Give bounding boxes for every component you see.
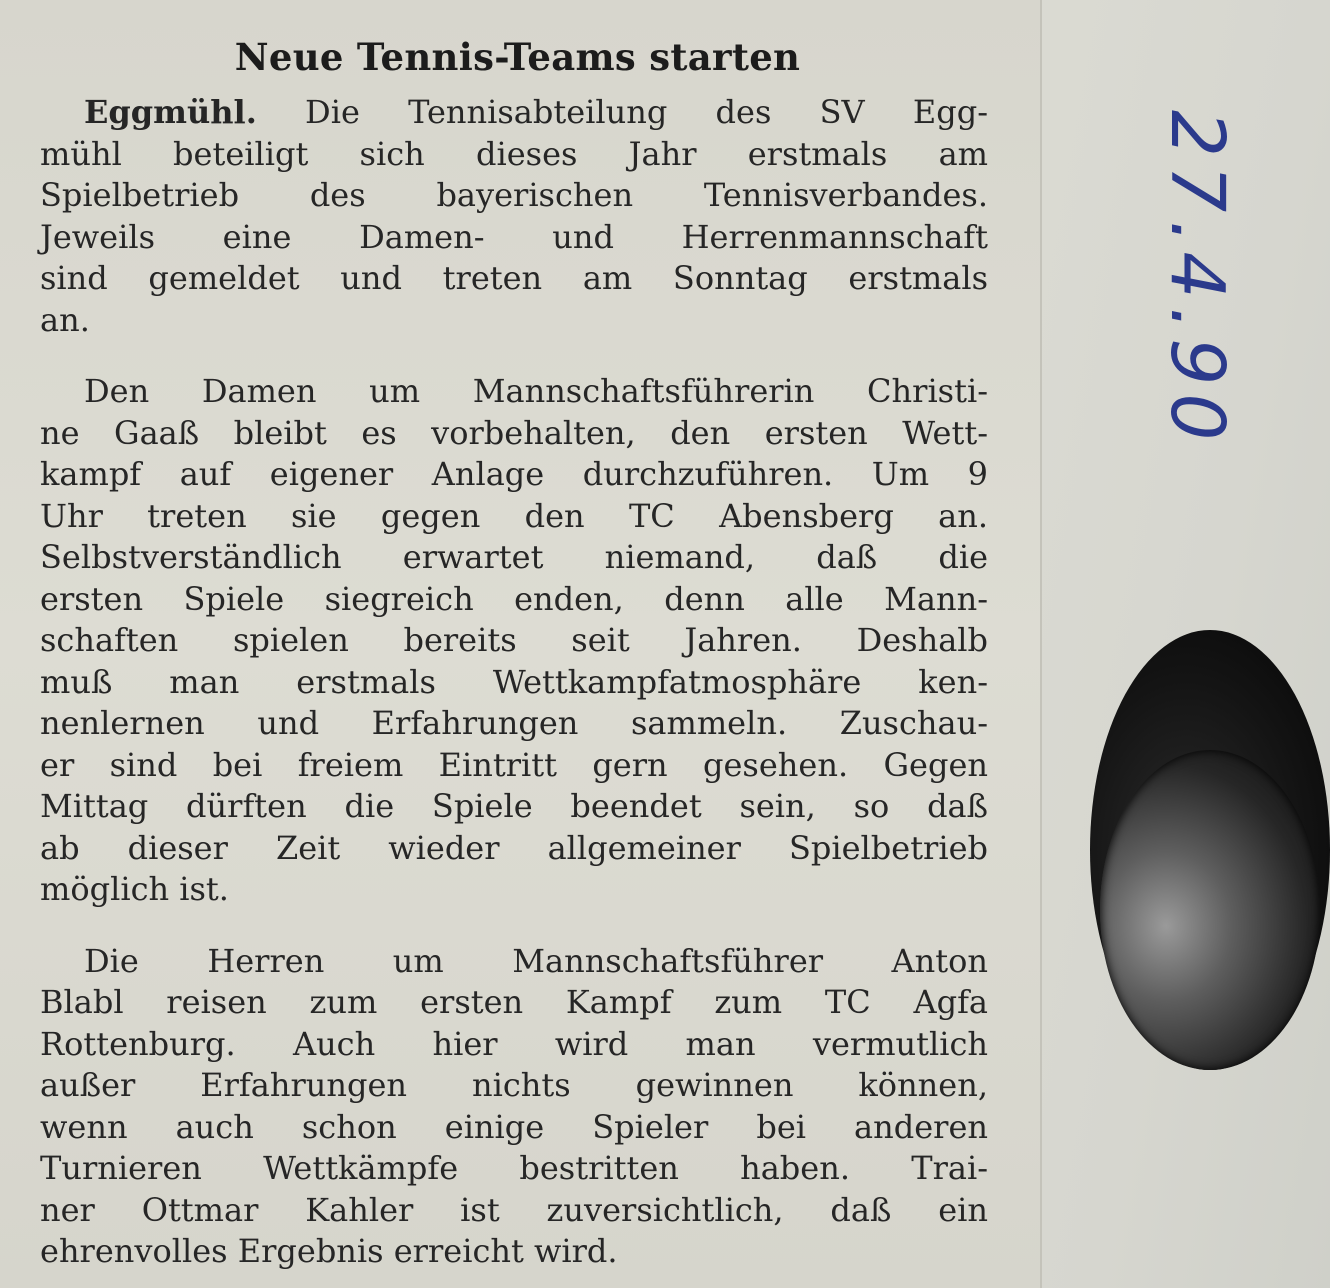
- paragraph-line: mühl beteiligt sich dieses Jahr erstmals am: [40, 134, 988, 173]
- paragraph-line: Mittag dürften die Spiele beendet sein, so daß: [40, 787, 988, 825]
- paragraph-line: ab dieser Zeit wieder allgemeiner Spielbetrieb: [40, 828, 988, 867]
- paragraph-line: Eggmühl. Die Tennisabteilung des SV Egg-: [84, 93, 988, 131]
- clipping-edge: [1040, 0, 1042, 1288]
- paragraph-line: muß man erstmals Wettkampfatmosphäre ken-: [40, 662, 988, 701]
- paragraph-line: Uhr treten sie gegen den TC Abensberg an.: [40, 496, 988, 535]
- paragraph-line: ehrenvolles Ergebnis erreicht wird.: [40, 1232, 618, 1270]
- article-headline: Neue Tennis-Teams starten: [234, 35, 801, 79]
- paragraph-line: schaften spielen bereits seit Jahren. Deshalb: [40, 621, 988, 659]
- paragraph-line: ersten Spiele siegreich enden, denn alle Mann-: [40, 579, 988, 618]
- handwritten-date: 27.4.90: [1154, 110, 1240, 449]
- article-dateline: Eggmühl.: [84, 93, 257, 131]
- paragraph-line: nenlernen und Erfahrungen sammeln. Zuschau-: [40, 704, 988, 742]
- paragraph-3: [40, 941, 988, 1273]
- paragraph-2: [40, 371, 988, 911]
- paragraph-line: er sind bei freiem Eintritt gern gesehen. Gegen: [40, 745, 988, 784]
- paragraph-line: ne Gaaß bleibt es vorbehalten, den ersten Wett-: [40, 413, 988, 452]
- paragraph-line: an.: [40, 300, 90, 339]
- paragraph-line: Die Herren um Mannschaftsführer Anton: [84, 941, 988, 980]
- paragraph-line: ner Ottmar Kahler ist zuversichtlich, daß ein: [40, 1190, 988, 1229]
- paragraph-line: Jeweils eine Damen- und Herrenmannschaft: [40, 217, 988, 256]
- paragraph-line: sind gemeldet und treten am Sonntag erstmals: [40, 259, 988, 297]
- paragraph-line: Rottenburg. Auch hier wird man vermutlich: [40, 1024, 988, 1063]
- paragraph-1: [40, 92, 988, 341]
- paragraph-line: möglich ist.: [40, 870, 229, 908]
- paragraph-line: wenn auch schon einige Spieler bei anderen: [40, 1107, 988, 1146]
- paragraph-line: kampf auf eigener Anlage durchzuführen. Um 9: [40, 455, 988, 493]
- paragraph-line: außer Erfahrungen nichts gewinnen können,: [40, 1066, 988, 1104]
- paragraph-line: Blabl reisen zum ersten Kampf zum TC Agfa: [40, 983, 988, 1021]
- paragraph-line: Turnieren Wettkämpfe bestritten haben. Trai-: [40, 1149, 988, 1187]
- paragraph-line: Den Damen um Mannschaftsführerin Christi-: [84, 372, 988, 410]
- paragraph-line: Selbstverständlich erwartet niemand, daß die: [40, 538, 988, 576]
- coin-face: [1100, 750, 1320, 1070]
- paragraph-line: Spielbetrieb des bayerischen Tennisverbandes.: [40, 176, 988, 214]
- article-body: [40, 92, 988, 1273]
